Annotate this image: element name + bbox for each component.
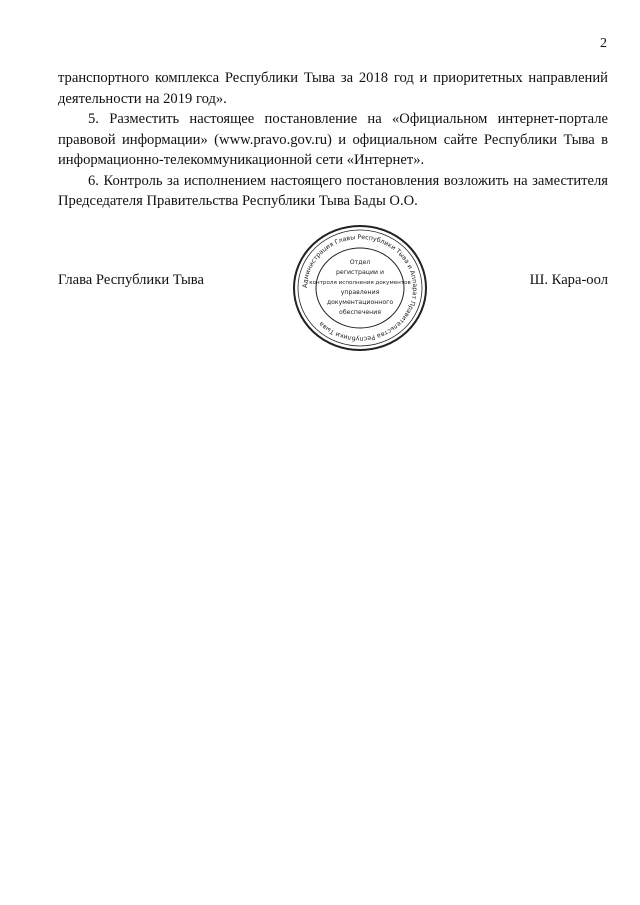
paragraph-item-6: 6. Контроль за исполнением настоящего постановления возложить на заместителя Председателя Правительства Республики Тыва Бады О.О. [58,172,608,209]
seal-center-line: обеспечения [339,309,381,316]
seal-ring-text: Администрация Главы Республики Тыва и Аппарат Правительства Республики Тыва [301,233,419,343]
signatory-name: Ш. Кара-оол [529,272,608,288]
paragraph-continuation: транспортного комплекса Республики Тыва за 2018 год и приоритетных направлений деятельности на 2019 год». [58,70,608,107]
seal-center-line: Отдел [349,259,371,266]
document-body [58,68,608,212]
seal-center-line: регистрации и [336,269,384,276]
official-seal-icon [286,222,434,354]
seal-center-line: управления [340,289,380,296]
page-number: 2 [600,36,607,51]
seal-center-line: документационного [326,299,394,306]
seal-graphic [286,222,434,354]
seal-center-line: контроля исполнения документов [309,280,411,286]
paragraph-item-5: 5. Разместить настоящее постановление на «Официальном интернет-портале правовой информации» (www.pravo.gov.ru) и официальном сайте Республики Тыва в информационно-телекоммуникационной сети «Интернет». [58,111,608,168]
signatory-position: Глава Республики Тыва [58,272,204,288]
